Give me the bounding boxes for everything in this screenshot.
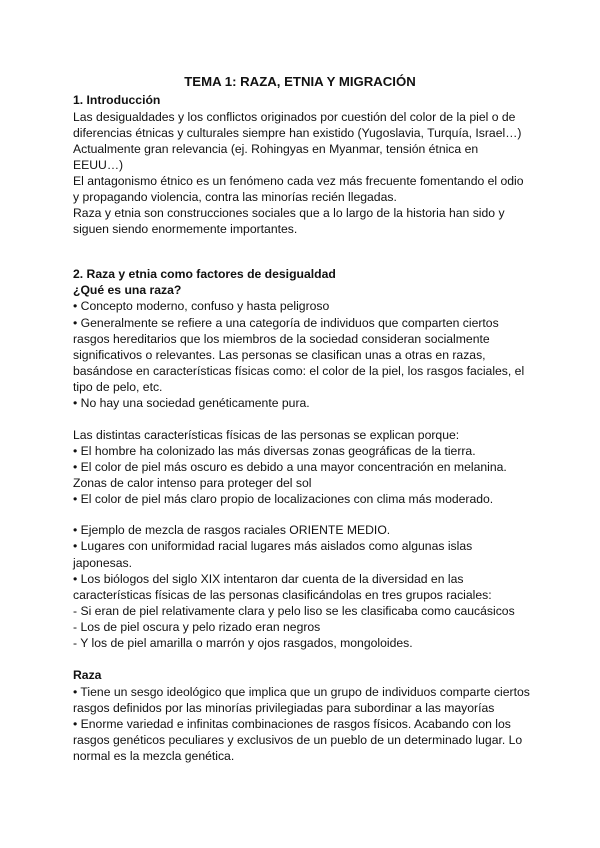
- list-item: - Si eran de piel relativamente clara y pelo liso se les clasificaba como caucásicos: [73, 604, 515, 618]
- document-title: TEMA 1: RAZA, ETNIA Y MIGRACIÓN: [184, 74, 416, 89]
- list-item: • Generalmente se refiere a una categoría de individuos que comparten ciertos: [73, 316, 499, 330]
- subheading-que-es-raza: ¿Qué es una raza?: [73, 283, 182, 297]
- paragraph-line: basándose en características físicas como: el color de la piel, los rasgos faciales, el: [73, 364, 525, 378]
- paragraph-line: siguen siendo enormemente importantes.: [73, 222, 298, 236]
- paragraph-line: normal es la mezcla genética.: [73, 749, 235, 763]
- paragraph-line: tipo de pelo, etc.: [73, 380, 163, 394]
- list-item: • No hay una sociedad genéticamente pura.: [73, 396, 310, 410]
- section-1-heading: 1. Introducción: [73, 93, 161, 107]
- paragraph-line: rasgos genéticos peculiares y exclusivos de un pueblo de un determinado lugar. Lo: [73, 733, 523, 747]
- list-item: • Concepto moderno, confuso y hasta peligroso: [73, 299, 330, 313]
- list-item: • El hombre ha colonizado las más diversas zonas geográficas de la tierra.: [73, 444, 476, 458]
- list-item: • El color de piel más oscuro es debido a una mayor concentración en melanina.: [73, 460, 507, 474]
- list-item: • El color de piel más claro propio de localizaciones con clima más moderado.: [73, 492, 494, 506]
- list-item: • Ejemplo de mezcla de rasgos raciales ORIENTE MEDIO.: [73, 523, 391, 537]
- paragraph-line: y propagando violencia, contra las minorías recién llegadas.: [73, 190, 397, 204]
- list-item: • Los biólogos del siglo XIX intentaron dar cuenta de la diversidad en las: [73, 572, 464, 586]
- list-item: - Y los de piel amarilla o marrón y ojos rasgados, mongoloides.: [73, 636, 413, 650]
- paragraph-line: Actualmente gran relevancia (ej. Rohingyas en Myanmar, tensión étnica en: [73, 142, 479, 156]
- paragraph-line: rasgos hereditarios que los miembros de la sociedad consideran socialmente: [73, 332, 490, 346]
- paragraph-line: Las desigualdades y los conflictos originados por cuestión del color de la piel o de: [73, 110, 516, 124]
- section-raza-heading: Raza: [73, 668, 102, 682]
- paragraph-line: rasgos definidos por las minorías privilegiadas para subordinar a las mayorías: [73, 701, 495, 715]
- paragraph-line: Zonas de calor intenso para proteger del sol: [73, 476, 312, 490]
- section-2-heading: 2. Raza y etnia como factores de desigualdad: [73, 267, 336, 281]
- paragraph-line: EEUU…): [73, 158, 124, 172]
- paragraph-line: diferencias étnicas y culturales siempre han existido (Yugoslavia, Turquía, Israel…): [73, 126, 522, 140]
- paragraph-line: japonesas.: [73, 556, 132, 570]
- paragraph-line: Las distintas características físicas de las personas se explican porque:: [73, 428, 460, 442]
- list-item: - Los de piel oscura y pelo rizado eran negros: [73, 620, 321, 634]
- list-item: • Enorme variedad e infinitas combinaciones de rasgos físicos. Acabando con los: [73, 717, 511, 731]
- list-item: • Lugares con uniformidad racial lugares más aislados como algunas islas: [73, 539, 473, 553]
- list-item: • Tiene un sesgo ideológico que implica que un grupo de individuos comparte ciertos: [73, 685, 530, 699]
- paragraph-line: Raza y etnia son construcciones sociales que a lo largo de la historia han sido y: [73, 206, 505, 220]
- paragraph-line: características físicas de las personas clasificándolas en tres grupos raciales:: [73, 588, 492, 602]
- paragraph-line: significativos o relevantes. Las personas se clasifican unas a otras en razas,: [73, 348, 486, 362]
- paragraph-line: El antagonismo étnico es un fenómeno cada vez más frecuente fomentando el odio: [73, 174, 524, 188]
